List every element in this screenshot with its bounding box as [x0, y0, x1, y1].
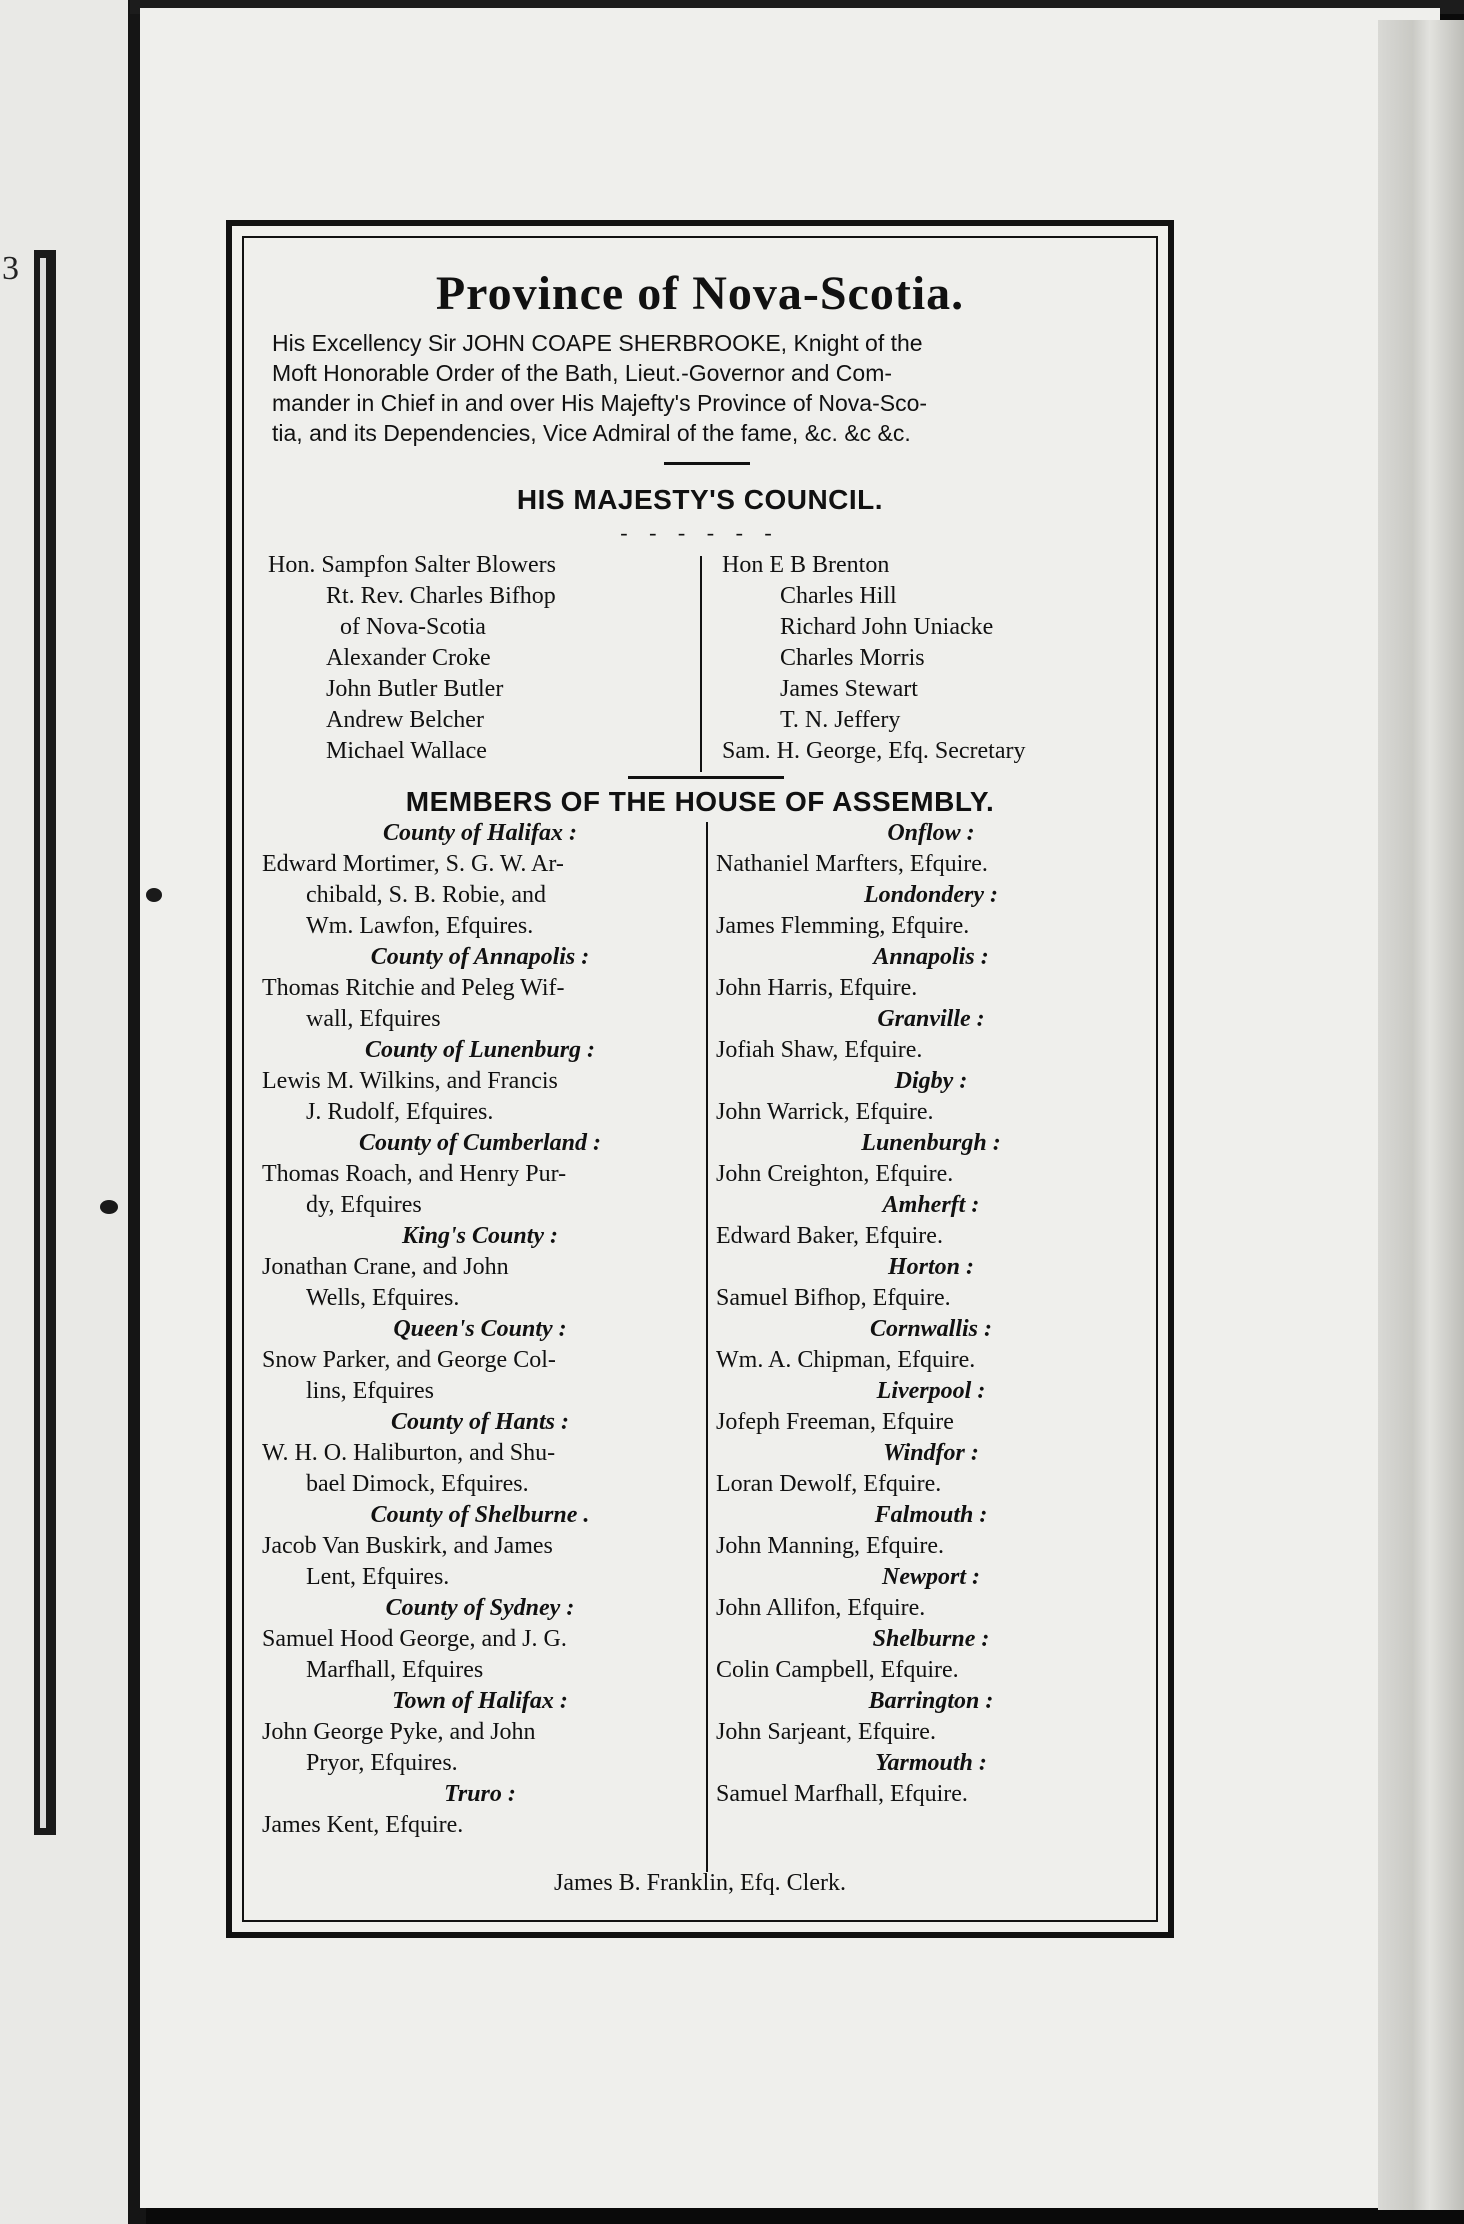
- council-member: of Nova-Scotia: [340, 614, 486, 640]
- council-member: T. N. Jeffery: [780, 707, 901, 733]
- member-name-line: J. Rudolf, Efquires.: [306, 1099, 494, 1125]
- previous-page-number: 3: [2, 250, 19, 287]
- constituency-heading: Granville :: [877, 1006, 985, 1032]
- constituency-heading: County of Lunenburg :: [364, 1037, 596, 1063]
- page-title: Province of Nova-Scotia.: [435, 267, 965, 320]
- constituency-heading: County of Sydney :: [385, 1595, 575, 1621]
- member-name-line: John Sarjeant, Efquire.: [716, 1719, 936, 1745]
- council-member: Rt. Rev. Charles Bifhop: [326, 583, 556, 609]
- constituency-heading: Annapolis :: [873, 944, 989, 970]
- council-heading: HIS MAJESTY'S COUNCIL.: [516, 484, 884, 515]
- council-member: Andrew Belcher: [326, 707, 484, 733]
- member-name-line: Lent, Efquires.: [306, 1564, 450, 1590]
- constituency-heading: Shelburne :: [872, 1626, 990, 1652]
- council-right-column: [722, 550, 1142, 767]
- constituency-heading: Falmouth :: [874, 1502, 988, 1528]
- constituency-heading: Liverpool :: [876, 1378, 986, 1404]
- constituency-heading: Town of Halifax :: [392, 1688, 568, 1714]
- constituency-heading: Barrington :: [868, 1688, 994, 1714]
- member-name-line: dy, Efquires: [306, 1192, 422, 1218]
- member-name-line: Edward Baker, Efquire.: [716, 1223, 943, 1249]
- constituency-heading: Cornwallis :: [869, 1316, 993, 1342]
- assembly-column-divider: [706, 822, 708, 1872]
- constituency-heading: Truro :: [444, 1781, 516, 1807]
- constituency-heading: Lunenburgh :: [861, 1130, 1001, 1156]
- member-name-line: Wm. Lawfon, Efquires.: [306, 913, 534, 939]
- intro-line: His Excellency Sir JOHN COAPE SHERBROOKE, Knight of the: [272, 330, 923, 356]
- council-member: Hon. Sampfon Salter Blowers: [268, 552, 556, 578]
- member-name-line: Thomas Ritchie and Peleg Wif-: [262, 975, 565, 1001]
- constituency-heading: King's County :: [401, 1223, 559, 1249]
- previous-page-edge: [0, 0, 130, 2224]
- assembly-left-column: [262, 818, 698, 1841]
- member-name-line: wall, Efquires: [306, 1006, 441, 1032]
- intro-line: Moft Honorable Order of the Bath, Lieut.-Governor and Com-: [272, 360, 893, 386]
- constituency-heading: Horton :: [887, 1254, 974, 1280]
- constituency-heading: Londondery :: [864, 882, 998, 908]
- ink-mark: [100, 1200, 118, 1214]
- assembly-heading: MEMBERS OF THE HOUSE OF ASSEMBLY.: [405, 786, 995, 817]
- member-name-line: Wm. A. Chipman, Efquire.: [716, 1347, 976, 1373]
- council-member: Michael Wallace: [326, 738, 487, 764]
- constituency-heading: Yarmouth :: [875, 1750, 987, 1776]
- member-name-line: Nathaniel Marfters, Efquire.: [716, 851, 988, 877]
- member-name-line: bael Dimock, Efquires.: [306, 1471, 529, 1497]
- member-name-line: Thomas Roach, and Henry Pur-: [262, 1161, 567, 1187]
- page-edge-right: [1378, 20, 1464, 2210]
- member-name-line: James Flemming, Efquire.: [716, 913, 970, 939]
- member-name-line: chibald, S. B. Robie, and: [306, 882, 546, 908]
- member-name-line: John Creighton, Efquire.: [716, 1161, 954, 1187]
- constituency-heading: County of Shelburne .: [370, 1502, 590, 1528]
- council-member: Sam. H. George, Efq. Secretary: [722, 738, 1026, 764]
- council-member: James Stewart: [780, 676, 918, 702]
- member-name-line: John George Pyke, and John: [262, 1719, 536, 1745]
- constituency-heading: Windfor :: [883, 1440, 979, 1466]
- member-name-line: Samuel Marfhall, Efquire.: [716, 1781, 968, 1807]
- constituency-heading: Digby :: [894, 1068, 968, 1094]
- member-name-line: James Kent, Efquire.: [262, 1812, 464, 1838]
- member-name-line: Pryor, Efquires.: [306, 1750, 458, 1776]
- council-member: Richard John Uniacke: [780, 614, 994, 640]
- member-name-line: lins, Efquires: [306, 1378, 434, 1404]
- member-name-line: Wells, Efquires.: [306, 1285, 460, 1311]
- council-dashes: - - - - - -: [620, 520, 780, 545]
- member-name-line: John Allifon, Efquire.: [716, 1595, 926, 1621]
- member-name-line: Jofeph Freeman, Efquire: [716, 1409, 954, 1435]
- constituency-heading: County of Annapolis :: [370, 944, 590, 970]
- member-name-line: Jacob Van Buskirk, and James: [262, 1533, 553, 1559]
- ink-mark: [146, 888, 162, 902]
- council-member: Charles Morris: [780, 645, 925, 671]
- member-name-line: Colin Campbell, Efquire.: [716, 1657, 959, 1683]
- constituency-heading: County of Cumberland :: [358, 1130, 602, 1156]
- member-name-line: Samuel Hood George, and J. G.: [262, 1626, 567, 1652]
- divider-rule: [664, 462, 750, 465]
- intro-line: mander in Chief in and over His Majefty's Province of Nova-Sco-: [272, 390, 928, 416]
- assembly-right-column: [716, 818, 1146, 1810]
- member-name-line: Snow Parker, and George Col-: [262, 1347, 556, 1373]
- divider-rule: [628, 776, 784, 779]
- member-name-line: Loran Dewolf, Efquire.: [716, 1471, 942, 1497]
- council-member: Charles Hill: [780, 583, 897, 609]
- bordered-frame: [226, 220, 1174, 1938]
- council-member: John Butler Butler: [326, 676, 504, 702]
- council-member: Alexander Croke: [326, 645, 491, 671]
- member-name-line: Samuel Bifhop, Efquire.: [716, 1285, 951, 1311]
- constituency-heading: County of Hants :: [390, 1409, 570, 1435]
- council-member: Hon E B Brenton: [722, 552, 890, 578]
- member-name-line: John Warrick, Efquire.: [716, 1099, 934, 1125]
- intro-paragraph: [272, 328, 1140, 448]
- council-column-divider: [700, 556, 702, 772]
- member-name-line: Jofiah Shaw, Efquire.: [716, 1037, 923, 1063]
- clerk-line: James B. Franklin, Efq. Clerk.: [554, 1870, 846, 1896]
- previous-page-border: [34, 250, 56, 1835]
- constituency-heading: Queen's County :: [393, 1316, 567, 1342]
- council-left-column: [268, 550, 678, 767]
- member-name-line: Lewis M. Wilkins, and Francis: [262, 1068, 558, 1094]
- member-name-line: John Harris, Efquire.: [716, 975, 918, 1001]
- member-name-line: John Manning, Efquire.: [716, 1533, 944, 1559]
- intro-line: tia, and its Dependencies, Vice Admiral of the fame, &c. &c &c.: [272, 420, 911, 446]
- member-name-line: Jonathan Crane, and John: [262, 1254, 509, 1280]
- member-name-line: W. H. O. Haliburton, and Shu-: [262, 1440, 556, 1466]
- constituency-heading: County of Halifax :: [382, 820, 577, 846]
- constituency-heading: Amherft :: [882, 1192, 980, 1218]
- member-name-line: Edward Mortimer, S. G. W. Ar-: [262, 851, 564, 877]
- constituency-heading: Onflow :: [887, 820, 975, 846]
- constituency-heading: Newport :: [882, 1564, 980, 1590]
- member-name-line: Marfhall, Efquires: [306, 1657, 484, 1683]
